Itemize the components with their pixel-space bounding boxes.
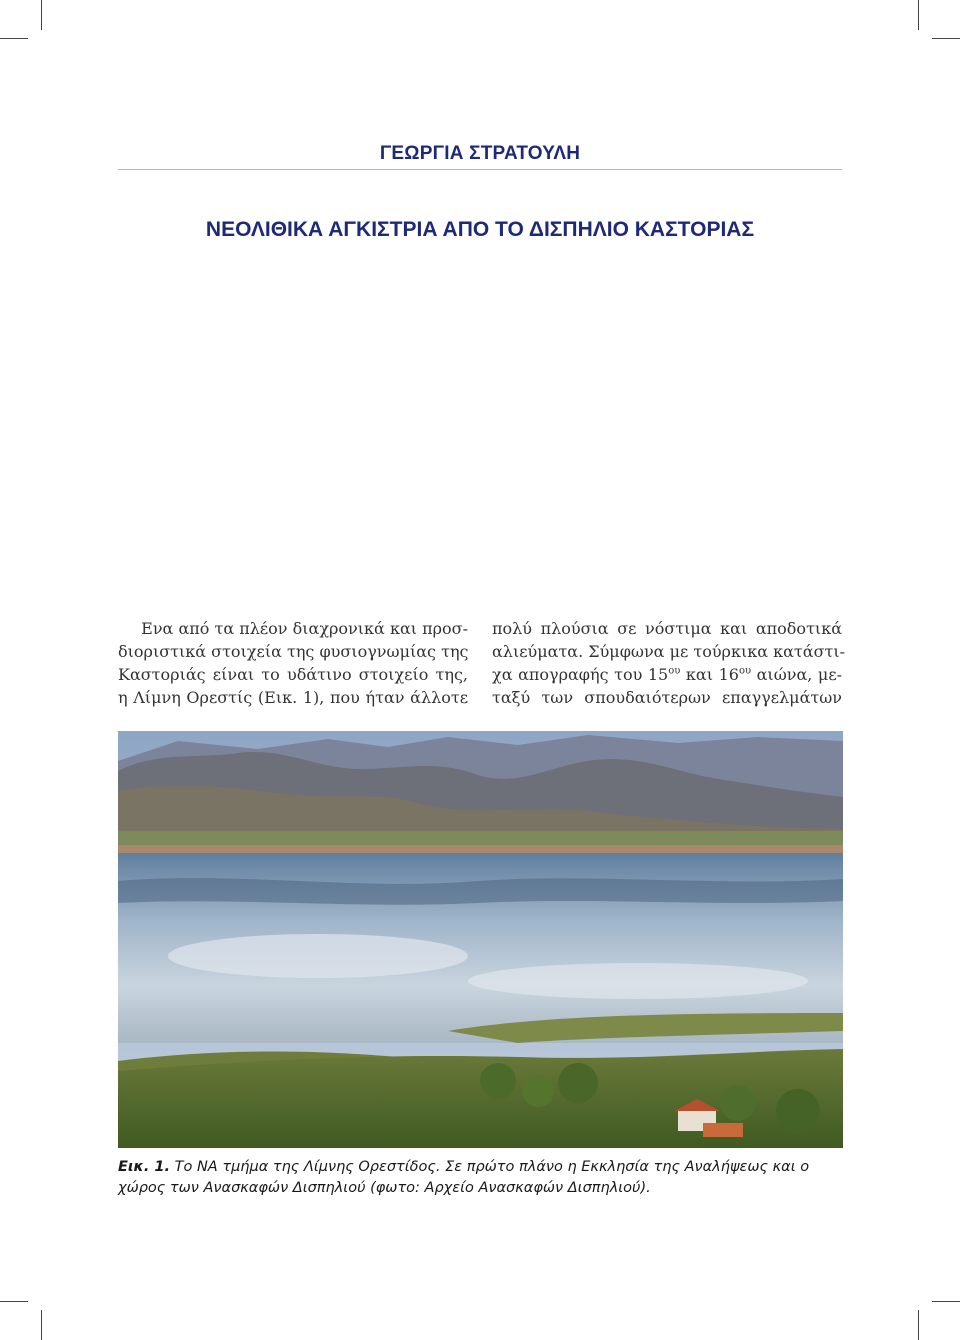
body-line: Καστοριάς είναι το υδάτινο στοιχείο της,: [118, 665, 468, 684]
crop-mark: [932, 38, 960, 39]
author-name: ΓΕΩΡΓΙΑ ΣΤΡΑΤΟΥΛΗ: [379, 143, 581, 164]
ordinal-suffix: ου: [738, 665, 752, 677]
crop-mark: [932, 1301, 960, 1302]
ordinal-suffix: ου: [668, 665, 681, 677]
body-column-left: [118, 617, 468, 709]
figure-caption: [118, 1157, 842, 1199]
body-line: πολύ πλούσια σε νόστιμα και αποδοτικά: [492, 619, 842, 638]
text-run: χα απογραφής του 15: [492, 665, 669, 684]
body-column-right: [492, 617, 846, 709]
body-line: διοριστικά στοιχεία της φυσιογνωμίας της: [118, 642, 469, 661]
crop-mark: [918, 1310, 919, 1340]
caption-label: Εικ. 1.: [118, 1159, 171, 1175]
article-title: ΝΕΟΛΙΘΙΚΑ ΑΓΚΙΣΤΡΙΑ ΑΠΟ ΤΟ ΔΙΣΠΗΛΙΟ ΚΑΣΤΟΡΙΑΣ: [205, 218, 755, 241]
crop-mark: [918, 0, 919, 30]
crop-mark: [41, 1310, 42, 1340]
body-line: Ενα από τα πλέον διαχρονικά και προσ-: [141, 619, 468, 638]
text-run: και 16: [680, 665, 739, 684]
body-line: αλιεύματα. Σύμφωνα με τούρκικα κατάστι-: [492, 642, 846, 661]
body-line: η Λίμνη Ορεστίς (Εικ. 1), που ήταν άλλοτε: [118, 688, 468, 707]
body-line: ταξύ των σπουδαιότερων επαγγελμάτων: [492, 688, 842, 707]
crop-mark: [0, 1301, 28, 1302]
header-rule: [118, 169, 842, 170]
crop-mark: [41, 0, 42, 30]
caption-text: Το ΝΑ τμήμα της Λίμνης Ορεστίδος. Σε πρώτο πλάνο η Εκκλησία της Αναλήψεως και ο χώρος των Ανασκαφών Δισπηλιού (φωτο: Αρχείο Ανασκαφών Δισπηλιού).: [118, 1159, 810, 1196]
body-line: [492, 663, 842, 686]
crop-mark: [0, 38, 28, 39]
lake-photo: [118, 731, 843, 1148]
text-run: αιώνα, με-: [751, 665, 843, 684]
